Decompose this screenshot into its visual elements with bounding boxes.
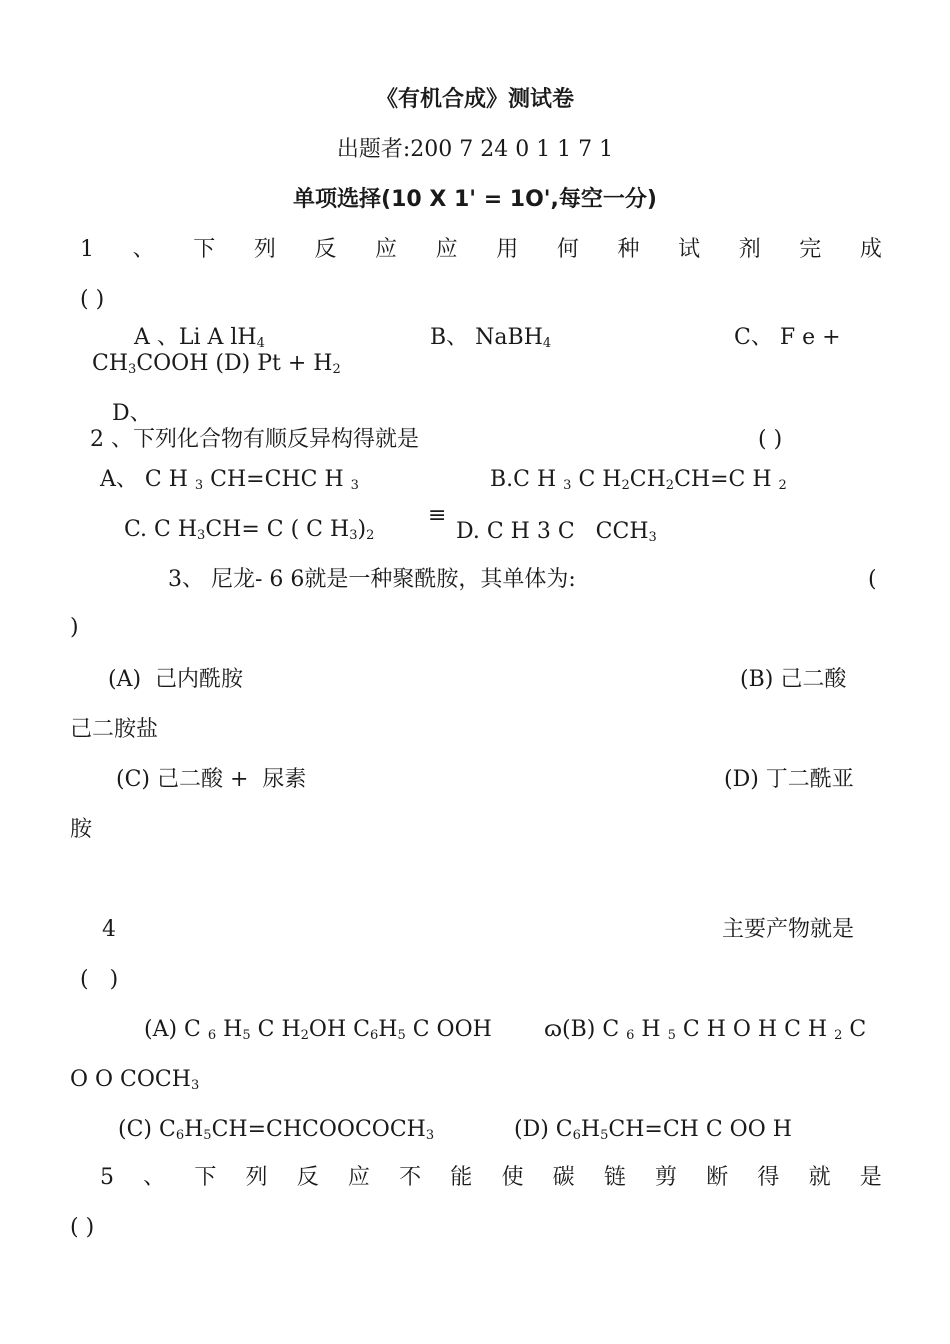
formula-text: O O COCH	[70, 1067, 191, 1092]
formula-text: OH C	[308, 1017, 370, 1042]
formula-subscript: 3	[197, 528, 206, 543]
formula-text: H	[634, 1017, 668, 1042]
question-1-paren: ( )	[80, 287, 105, 312]
formula-text: (C) C	[118, 1117, 176, 1142]
stem-char: 、	[143, 1165, 166, 1190]
question-3-option-c: (C) 己二酸 + 尿素	[116, 767, 307, 792]
question-1-option-b: B、 NaBH$_4$	[430, 325, 552, 351]
stem-char: 成	[859, 237, 882, 262]
question-4-option-c	[118, 1116, 434, 1144]
question-3-paren-close: )	[70, 615, 79, 640]
question-3-option-b-cont: 己二胺盐	[70, 717, 159, 742]
stem-char: 碳	[552, 1165, 575, 1190]
formula-text: CH=C H	[674, 467, 779, 492]
formula-text: )	[357, 517, 367, 542]
question-3-option-d-cont: 胺	[70, 817, 93, 842]
formula-text: CH=CHC H	[203, 467, 351, 492]
stem-char: 就	[808, 1165, 831, 1190]
formula-subscript: 2	[834, 1028, 843, 1043]
page-title: 《有机合成》测试卷	[375, 87, 574, 112]
question-2-option-a	[100, 466, 359, 494]
formula-subscript: 2	[665, 478, 675, 493]
formula-subscript: 6	[369, 1028, 379, 1043]
question-4-option-b-cont	[70, 1066, 199, 1094]
stem-char: 链	[603, 1165, 626, 1190]
stem-char: 剪	[655, 1165, 678, 1190]
formula-text: C. C H	[124, 517, 198, 542]
question-4-option-d	[514, 1116, 792, 1144]
stem-char: 列	[253, 237, 276, 262]
formula-text: (D) C	[514, 1117, 573, 1142]
stem-char: 种	[617, 237, 640, 262]
formula-subscript: 6	[626, 1028, 635, 1043]
section-heading: 单项选择(10 X 1' = 1O',每空一分)	[293, 187, 657, 212]
formula-text: C H O H C H	[675, 1017, 835, 1042]
stem-char: 1	[80, 237, 94, 262]
question-2-option-c	[124, 516, 374, 544]
formula-subscript: 5	[667, 1028, 676, 1043]
question-2-option-b	[490, 466, 787, 494]
formula-text: (A) C	[144, 1017, 208, 1042]
formula-text: C H	[571, 467, 622, 492]
formula-text: C	[842, 1017, 867, 1042]
question-3-option-a: (A) 己内酰胺	[108, 667, 244, 692]
stem-char: 反	[296, 1165, 319, 1190]
formula-subscript: 2	[366, 528, 375, 543]
question-1-option-c-cont: $CH_3COOH$ (D) $Pt + H_2$	[92, 351, 341, 377]
formula-text: CH=CHCOOCOCH	[211, 1117, 426, 1142]
formula-text: H	[378, 1017, 398, 1042]
question-5-stem	[100, 1164, 882, 1192]
formula-text: CH	[629, 467, 666, 492]
formula-subscript: 6	[207, 1028, 217, 1043]
stem-char: 使	[501, 1165, 524, 1190]
question-4-option-b	[562, 1016, 866, 1044]
formula-subscript: 5	[242, 1028, 251, 1043]
stem-char: 何	[556, 237, 579, 262]
question-4-option-a	[144, 1016, 492, 1044]
question-2-option-d: D. C H 3 C $CCH_3$	[456, 519, 657, 545]
question-4-mark: ɷ	[544, 1017, 563, 1042]
formula-subscript: 2	[621, 478, 630, 493]
formula-subscript: 3	[563, 478, 572, 493]
stem-char: 剂	[738, 237, 761, 262]
author-line: 出题者:200 7 24 0 1 1 7 1	[336, 137, 614, 162]
question-1-option-a: A 、Li A $lH_4$	[134, 325, 265, 351]
formula-text: CH=CH C OO H	[608, 1117, 792, 1142]
formula-text: C H	[250, 1017, 301, 1042]
stem-char: 下	[194, 1165, 217, 1190]
stem-char: 得	[757, 1165, 780, 1190]
question-4-paren: ( )	[80, 967, 119, 992]
stem-char: 应	[347, 1165, 370, 1190]
formula-subscript: 2	[778, 478, 787, 493]
formula-text: C OOH	[405, 1017, 492, 1042]
formula-subscript: 3	[349, 528, 358, 543]
formula-subscript: 6	[175, 1128, 185, 1143]
question-1-option-d: D、	[112, 401, 152, 426]
stem-char: 完	[799, 237, 822, 262]
question-3-paren-open: (	[868, 567, 877, 592]
stem-char: 用	[496, 237, 519, 262]
question-2-stem: 2 、下列化合物有顺反异构得就是	[90, 427, 419, 452]
stem-char: 5	[100, 1165, 114, 1190]
stem-char: 反	[314, 237, 337, 262]
formula-text: H	[184, 1117, 204, 1142]
stem-char: 下	[193, 237, 216, 262]
formula-subscript: 3	[194, 478, 204, 493]
stem-char: 列	[245, 1165, 268, 1190]
formula-subscript: 3	[350, 478, 359, 493]
formula-subscript: 6	[572, 1128, 581, 1143]
question-3-stem: 3、 尼龙- 6 6就是一种聚酰胺，其单体为:	[168, 567, 576, 592]
formula-text: B.C H	[490, 467, 564, 492]
triple-bond-symbol: ≡	[428, 503, 447, 528]
question-2-paren: ( )	[758, 427, 783, 452]
stem-char: 能	[450, 1165, 473, 1190]
stem-char: 、	[132, 237, 155, 262]
stem-char: 不	[399, 1165, 422, 1190]
formula-text: CH= C ( C H	[205, 517, 350, 542]
formula-text: (B) C	[562, 1017, 627, 1042]
formula-subscript: 5	[600, 1128, 609, 1143]
formula-subscript: 5	[203, 1128, 212, 1143]
question-4-number: 4	[102, 917, 116, 942]
formula-text: H	[580, 1117, 601, 1142]
formula-subscript: 5	[397, 1028, 406, 1043]
question-3-option-b: (B) 己二酸	[740, 667, 847, 692]
stem-char: 应	[375, 237, 398, 262]
formula-subscript: 3	[190, 1078, 200, 1093]
stem-char: 应	[435, 237, 458, 262]
question-5-paren: ( )	[70, 1215, 95, 1240]
question-4-stem: 主要产物就是	[722, 917, 855, 942]
question-3-option-d: (D) 丁二酰亚	[724, 767, 854, 792]
question-1-option-c: C、 F e +	[734, 325, 841, 350]
formula-subscript: 2	[300, 1028, 309, 1043]
stem-char: 试	[678, 237, 701, 262]
question-1-stem	[80, 236, 882, 264]
formula-text: H	[216, 1017, 243, 1042]
formula-text: A、 C H	[100, 467, 195, 492]
stem-char: 是	[859, 1165, 882, 1190]
formula-subscript: 3	[425, 1128, 435, 1143]
stem-char: 断	[706, 1165, 729, 1190]
